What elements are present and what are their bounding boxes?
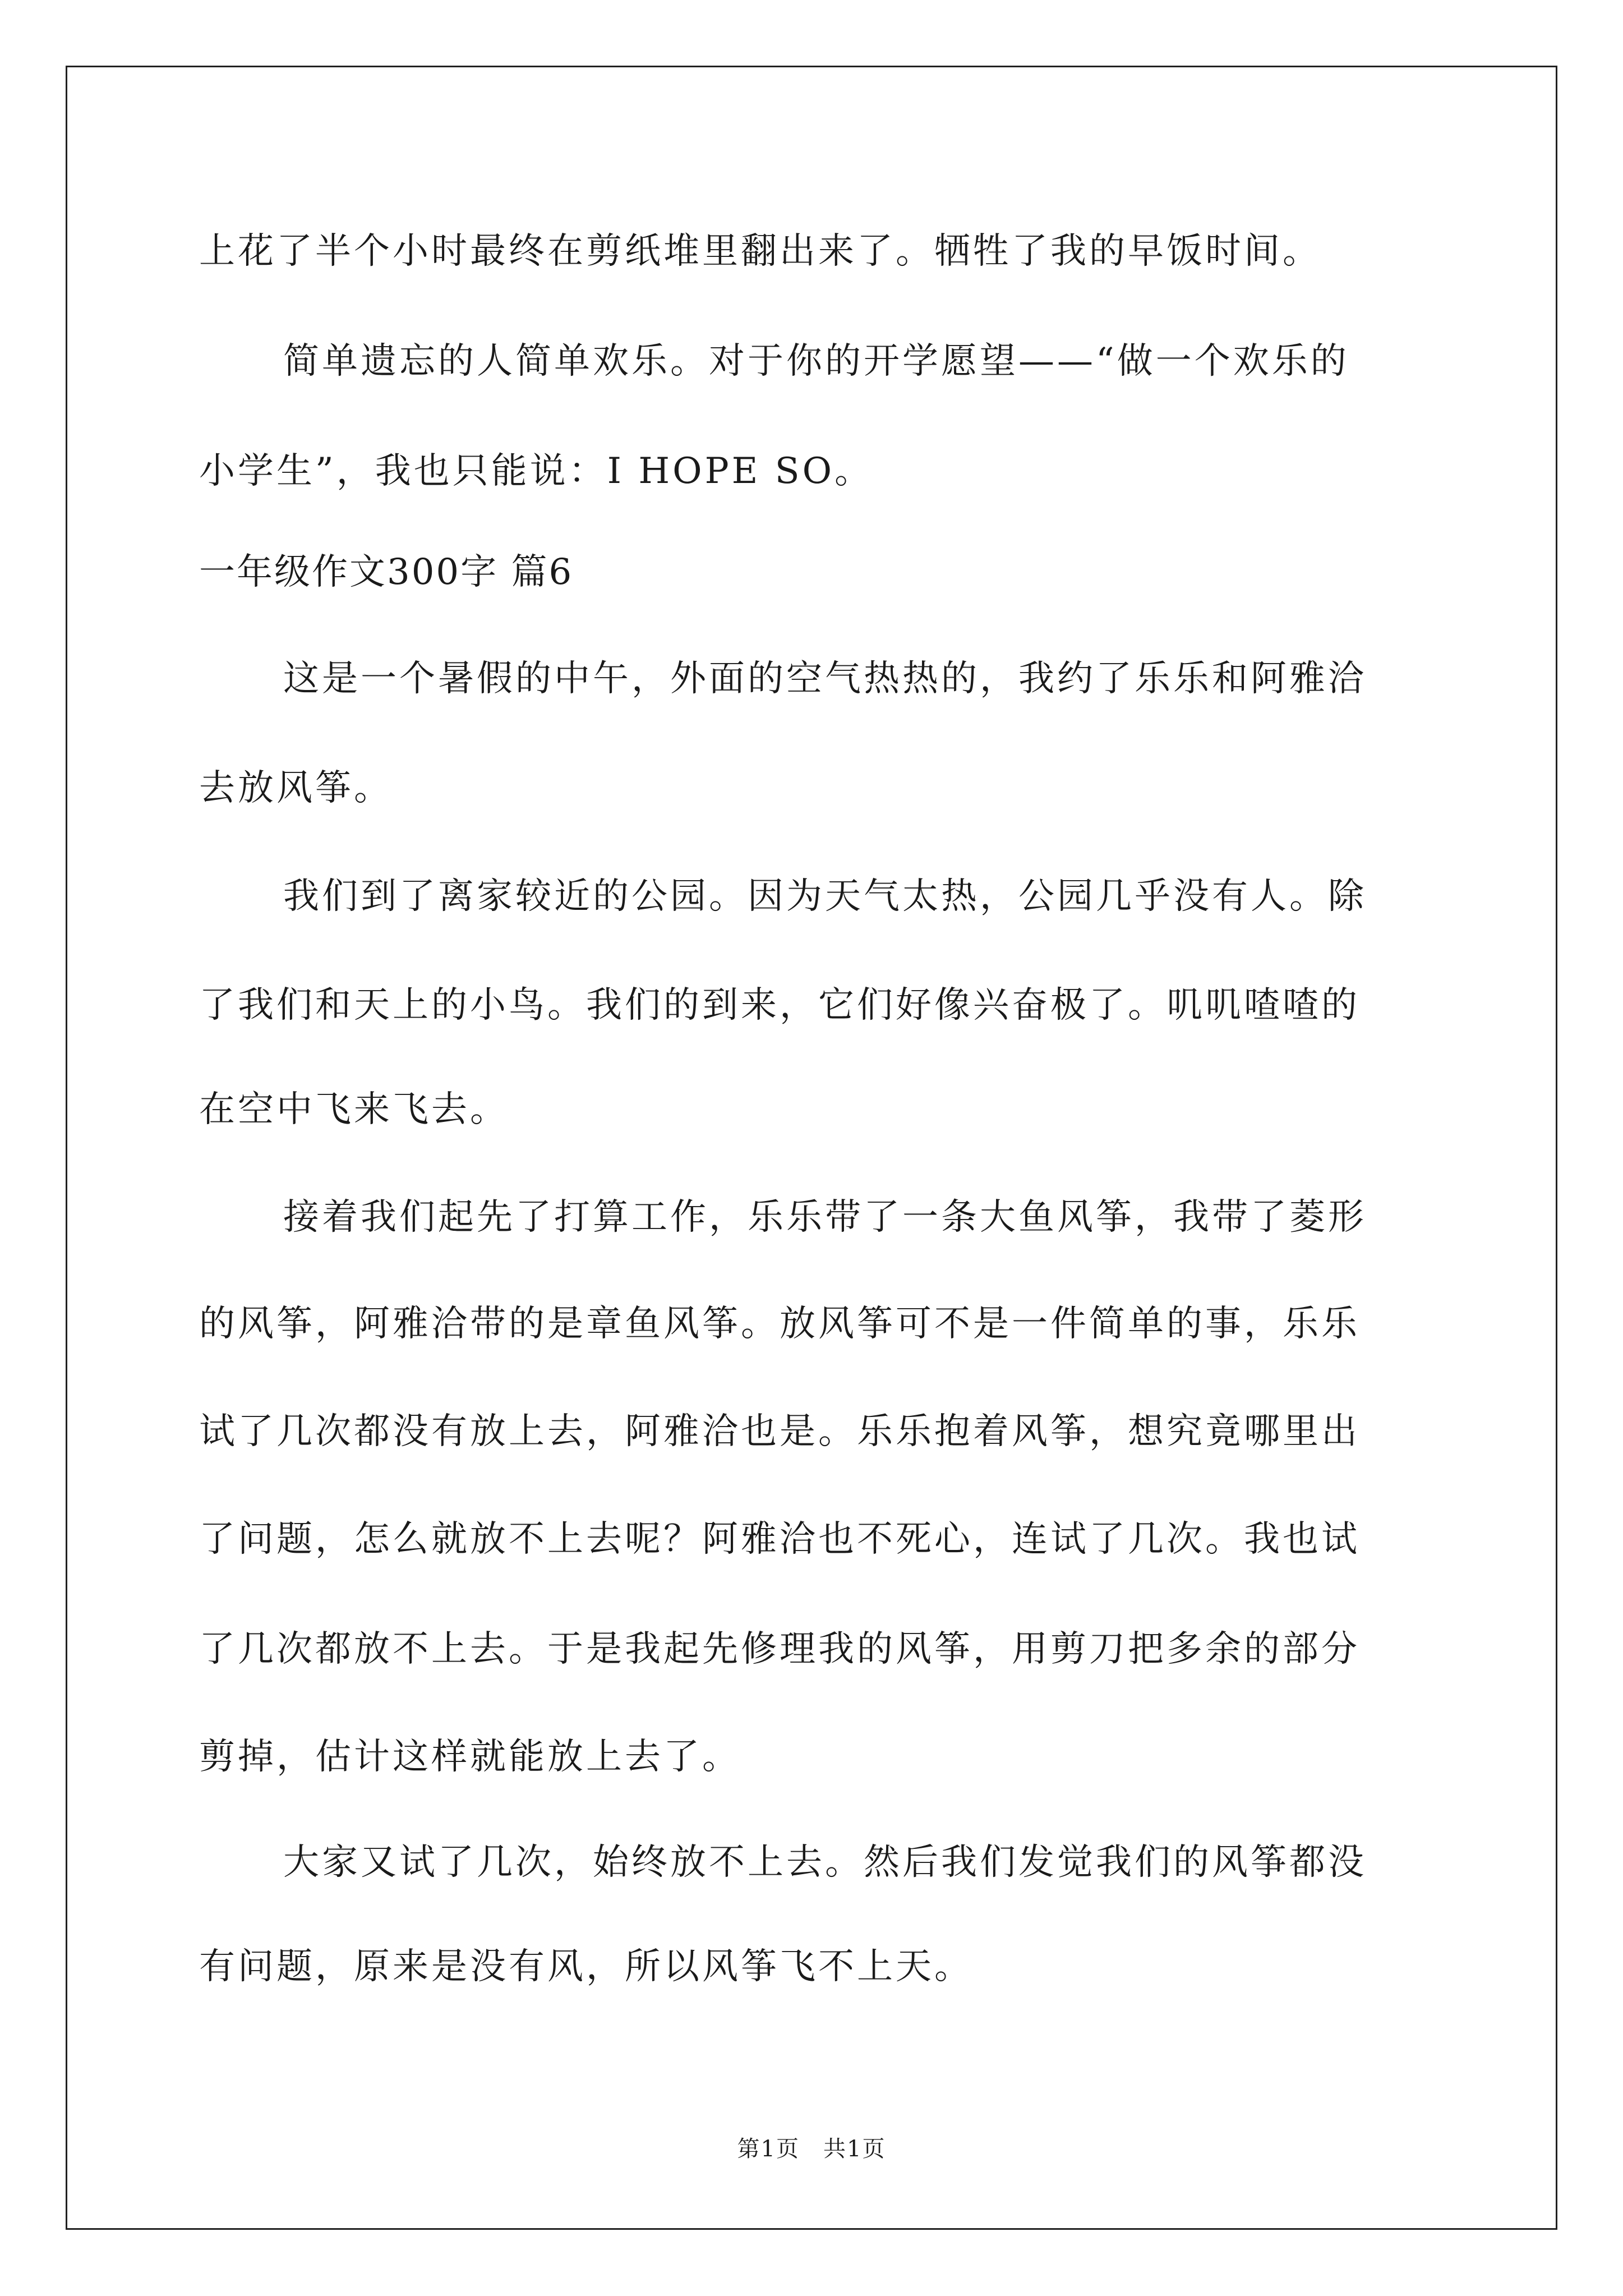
text-line: 试了几次都没有放上去，阿雅洽也是。乐乐抱着风筝，想究竟哪里出 [199, 1411, 1360, 1452]
text-line: 上花了半个小时最终在剪纸堆里翻出来了。牺牲了我的早饭时间。 [199, 231, 1321, 272]
text-line: 剪掉，估计这样就能放上去了。 [199, 1736, 741, 1778]
text-line: 的风筝，阿雅洽带的是章鱼风筝。放风筝可不是一件简单的事，乐乐 [199, 1303, 1360, 1345]
paragraph-start: 接着我们起先了打算工作，乐乐带了一条大鱼风筝，我带了菱形 [283, 1197, 1367, 1238]
text-line: 了几次都放不上去。于是我起先修理我的风筝，用剪刀把多余的部分 [199, 1628, 1360, 1670]
text-line: 有问题，原来是没有风，所以风筝飞不上天。 [199, 1946, 973, 1987]
paragraph-start: 简单遗忘的人简单欢乐。对于你的开学愿望——“做一个欢乐的 [283, 341, 1349, 382]
paragraph-start: 我们到了离家较近的公园。因为天气太热，公园几乎没有人。除 [283, 876, 1367, 917]
text-line: 小学生”，我也只能说：I HOPE SO。 [199, 450, 874, 492]
text-line: 在空中飞来飞去。 [199, 1089, 509, 1130]
text-line: 了我们和天上的小鸟。我们的到来，它们好像兴奋极了。叽叽喳喳的 [199, 984, 1360, 1026]
section-heading: 一年级作文300字 篇6 [199, 551, 574, 593]
text-line: 去放风筝。 [199, 767, 393, 809]
page-footer: 第1页 共1页 [737, 2136, 886, 2162]
page-border [66, 66, 1557, 2230]
paragraph-start: 这是一个暑假的中午，外面的空气热热的，我约了乐乐和阿雅洽 [283, 658, 1367, 700]
text-line: 了问题，怎么就放不上去呢？阿雅洽也不死心，连试了几次。我也试 [199, 1519, 1360, 1560]
paragraph-start: 大家又试了几次，始终放不上去。然后我们发觉我们的风筝都没 [283, 1842, 1367, 1883]
